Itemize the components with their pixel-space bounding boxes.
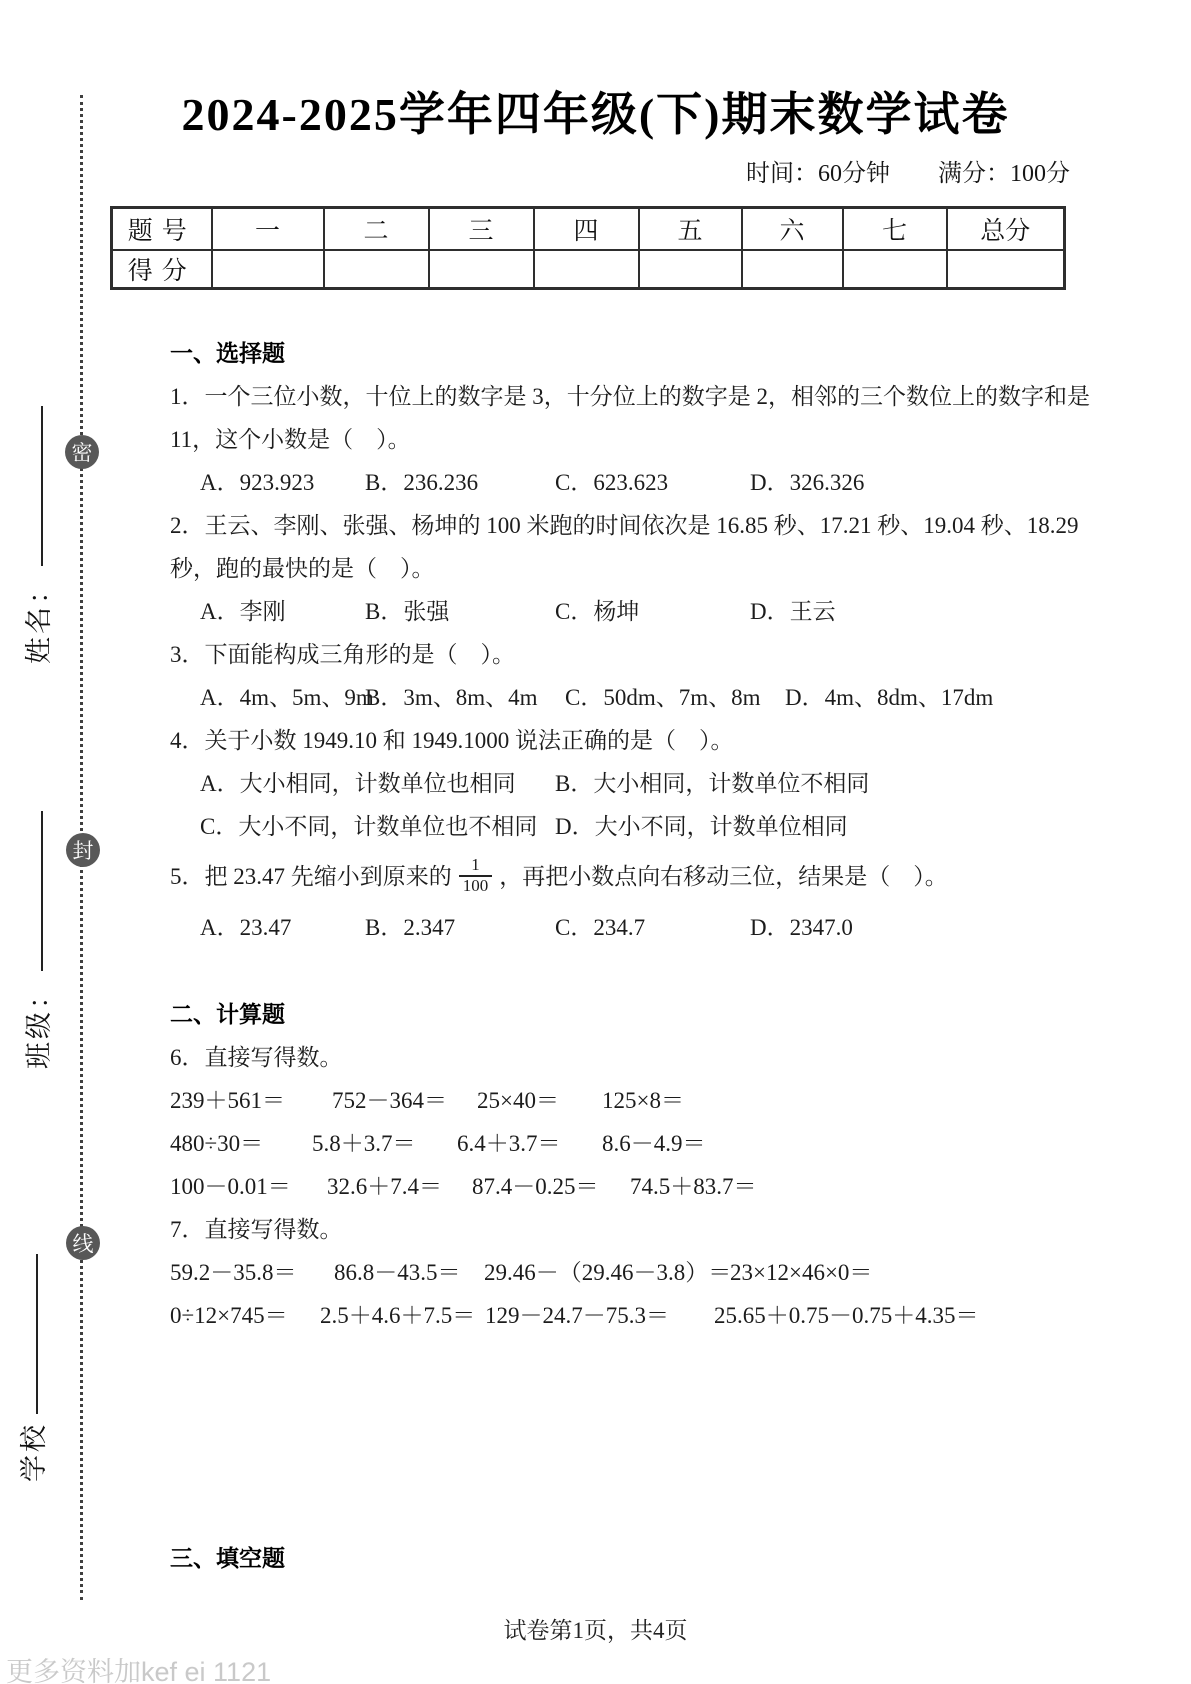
score-table-header-row <box>112 208 1065 251</box>
calc-item: 2.5＋4.6＋7.5＝ <box>320 1303 476 1328</box>
option-b: B．大小相同，计数单位不相同 <box>555 771 870 796</box>
option-a: A．大小相同，计数单位也相同 <box>200 771 516 796</box>
fraction-denominator: 100 <box>459 875 493 896</box>
score-cell-empty <box>212 250 324 289</box>
question-6-row-3 <box>170 1165 1075 1208</box>
question-6-row-2 <box>170 1122 1075 1165</box>
calc-item: 752－364＝ <box>332 1088 447 1113</box>
score-table-col-1: 一 <box>212 208 324 251</box>
calc-item: 5.8＋3.7＝ <box>312 1131 416 1156</box>
option-a: A．923.923 <box>200 470 315 495</box>
question-7-label: 7．直接写得数。 <box>170 1217 343 1242</box>
score-table-corner: 题号 <box>112 208 212 251</box>
section-2-heading: 二、计算题 <box>170 1001 285 1027</box>
calc-item: 87.4－0.25＝ <box>472 1174 599 1199</box>
exam-title: 2024-2025学年四年级(下)期末数学试卷 <box>181 89 1010 140</box>
question-1-line-2: 11，这个小数是（ ）。 <box>170 427 411 452</box>
calc-item: 29.46－（29.46－3.8）＝ <box>484 1260 732 1285</box>
calc-item: 480÷30＝ <box>170 1131 264 1156</box>
question-2-line-2: 秒，跑的最快的是（ ）。 <box>170 556 435 581</box>
calc-item: 23×12×46×0＝ <box>730 1260 873 1285</box>
question-4-options-row-1 <box>170 762 1075 805</box>
score-table-col-7: 七 <box>843 208 947 251</box>
question-3-options <box>170 676 1075 719</box>
fraction-1-over-100 <box>459 856 493 895</box>
option-c: C．623.623 <box>555 470 669 495</box>
calc-item: 25.65＋0.75－0.75＋4.35＝ <box>714 1303 979 1328</box>
calc-item: 239＋561＝ <box>170 1088 285 1113</box>
calc-item: 100－0.01＝ <box>170 1174 291 1199</box>
question-3-line: 3．下面能构成三角形的是（ ）。 <box>170 642 515 667</box>
score-row-label: 得分 <box>112 250 212 289</box>
option-d: D．326.326 <box>750 470 865 495</box>
class-blank-line <box>41 811 43 971</box>
calc-item: 74.5＋83.7＝ <box>630 1174 757 1199</box>
question-5-text-pre: 5．把 23.47 先缩小到原来的 <box>170 864 452 889</box>
option-b: B．张强 <box>365 599 450 624</box>
question-7-row-2 <box>170 1294 1075 1337</box>
calc-item: 125×8＝ <box>602 1088 684 1113</box>
question-4-options-row-2 <box>170 805 1075 848</box>
question-7-row-1 <box>170 1251 1075 1294</box>
section-3-heading: 三、填空题 <box>170 1545 285 1571</box>
watermark-text: 更多资料加kef ei 1121 <box>6 1657 272 1684</box>
name-blank-line <box>41 406 43 566</box>
name-field-label <box>21 406 57 664</box>
question-4-line: 4．关于小数 1949.10 和 1949.1000 说法正确的是（ ）。 <box>170 728 734 753</box>
calc-item: 59.2－35.8＝ <box>170 1260 297 1285</box>
school-field-label <box>16 1254 52 1482</box>
score-cell-empty <box>639 250 742 289</box>
seal-char-xian: 线 <box>66 1226 100 1260</box>
time-limit: 时间：60分钟 <box>746 161 890 187</box>
calc-item: 86.8－43.5＝ <box>334 1260 461 1285</box>
option-c: C．50dm、7m、8m <box>565 685 761 710</box>
option-b: B．3m、8m、4m <box>365 685 538 710</box>
score-table-col-5: 五 <box>639 208 742 251</box>
question-5-text-post: ，再把小数点向右移动三位，结果是（ ）。 <box>499 864 948 889</box>
score-cell-empty <box>742 250 843 289</box>
question-2-options <box>170 590 1075 633</box>
exam-body <box>170 332 1090 1580</box>
page-number-footer: 试卷第1页，共4页 <box>503 1618 688 1643</box>
calc-item: 129－24.7－75.3＝ <box>485 1303 669 1328</box>
score-table-col-2: 二 <box>324 208 429 251</box>
option-d: D．4m、8dm、17dm <box>785 685 994 710</box>
score-cell-empty <box>947 250 1065 289</box>
score-table-col-3: 三 <box>429 208 534 251</box>
question-6-label: 6．直接写得数。 <box>170 1045 343 1070</box>
question-5-line <box>170 848 1075 906</box>
option-d: D．大小不同，计数单位相同 <box>555 814 848 839</box>
school-blank-line <box>36 1254 38 1414</box>
score-table-col-4: 四 <box>534 208 639 251</box>
option-c: C．234.7 <box>555 915 646 940</box>
calc-item: 25×40＝ <box>477 1088 559 1113</box>
fraction-numerator: 1 <box>471 855 480 875</box>
score-table-score-row <box>112 250 1065 289</box>
option-c: C．大小不同，计数单位也不相同 <box>200 814 538 839</box>
option-a: A．李刚 <box>200 599 286 624</box>
option-b: B．2.347 <box>365 915 456 940</box>
option-d: D．2347.0 <box>750 915 853 940</box>
seal-char-feng: 封 <box>66 833 100 867</box>
question-2-line-1: 2．王云、李刚、张强、杨坤的 100 米跑的时间依次是 16.85 秒、17.21 秒、19.04 秒、18.29 <box>170 513 1079 538</box>
question-1-line-1: 1．一个三位小数，十位上的数字是 3，十分位上的数字是 2，相邻的三个数位上的数字和是 <box>170 384 1090 409</box>
score-table <box>110 206 1066 290</box>
full-score: 满分：100分 <box>938 161 1070 187</box>
option-a: A．23.47 <box>200 915 292 940</box>
class-label-text: 班级： <box>24 979 54 1069</box>
section-1-heading: 一、选择题 <box>170 340 285 366</box>
school-label-text: 学校 <box>19 1422 49 1482</box>
exam-meta <box>746 153 1070 188</box>
option-d: D．王云 <box>750 599 836 624</box>
score-cell-empty <box>324 250 429 289</box>
score-cell-empty <box>534 250 639 289</box>
question-5-options <box>170 906 1075 949</box>
name-label-text: 姓名： <box>24 574 54 664</box>
score-table-col-6: 六 <box>742 208 843 251</box>
calc-item: 6.4＋3.7＝ <box>457 1131 561 1156</box>
score-cell-empty <box>843 250 947 289</box>
calc-item: 32.6＋7.4＝ <box>327 1174 442 1199</box>
calc-item: 8.6－4.9＝ <box>602 1131 706 1156</box>
option-b: B．236.236 <box>365 470 479 495</box>
score-cell-empty <box>429 250 534 289</box>
class-field-label <box>21 811 57 1069</box>
seal-char-mi: 密 <box>65 435 99 469</box>
calc-item: 0÷12×745＝ <box>170 1303 288 1328</box>
score-table-col-total: 总分 <box>947 208 1065 251</box>
option-c: C．杨坤 <box>555 599 640 624</box>
option-a: A．4m、5m、9m <box>200 685 374 710</box>
question-6-row-1 <box>170 1079 1075 1122</box>
question-1-options <box>170 461 1075 504</box>
